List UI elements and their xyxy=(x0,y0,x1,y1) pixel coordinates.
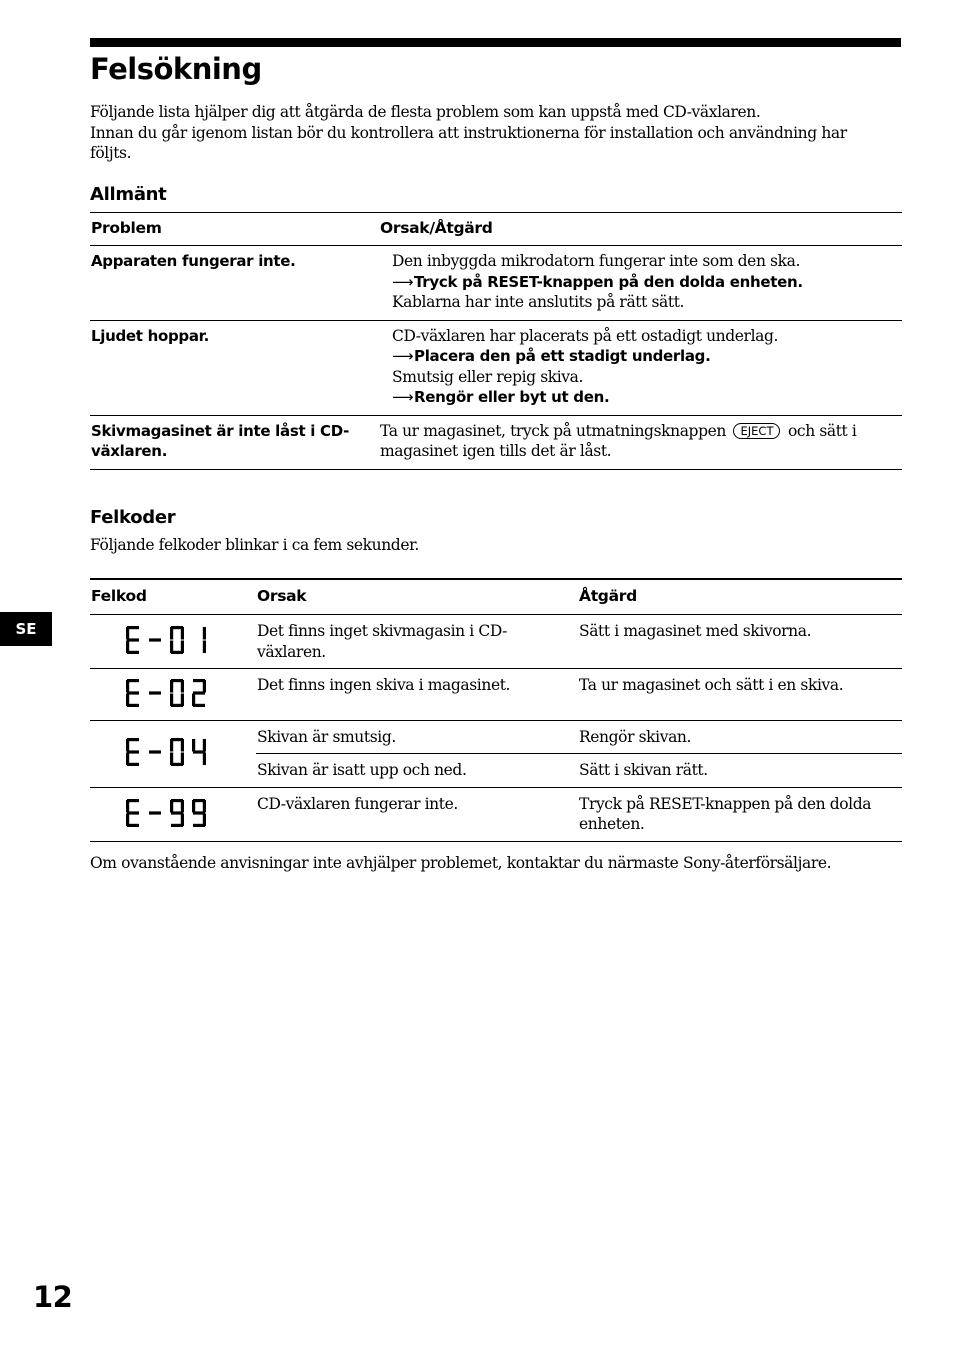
lcd-digit xyxy=(170,679,184,707)
lcd-segment xyxy=(127,751,139,754)
lcd-segment xyxy=(126,641,129,654)
page-title: Felsökning xyxy=(90,52,262,86)
cause-line: Kablarna har inte anslutits på rätt sätt. xyxy=(392,293,685,311)
right-arrow-icon: ⟶ xyxy=(392,388,414,406)
lcd-segment xyxy=(181,800,184,813)
remedy-text: Rengör eller byt ut den. xyxy=(414,388,610,406)
cause-cell: Det finns ingen skiva i magasinet. xyxy=(256,669,578,721)
table-row xyxy=(90,669,902,721)
lcd-segment xyxy=(193,751,205,754)
column-header-cause-action: Orsak/Åtgärd xyxy=(379,213,902,246)
remedy-text: Tryck på RESET-knappen på den dolda enheten. xyxy=(414,272,803,291)
lcd-digit xyxy=(203,627,206,653)
lcd-segment xyxy=(170,680,173,693)
action-text: och sätt i magasinet igen tills det är låst. xyxy=(380,421,857,460)
lcd-code-svg xyxy=(126,737,214,767)
cause-line: Smutsig eller repig skiva. xyxy=(392,367,584,386)
lcd-segment xyxy=(126,753,129,766)
table-row xyxy=(90,246,902,321)
action-cell: Tryck på RESET-knappen på den dolda enheten. xyxy=(578,787,902,841)
lcd-segment xyxy=(203,627,206,640)
eject-button-icon: EJECT xyxy=(733,423,780,439)
action-cell: Rengör skivan. xyxy=(578,720,902,754)
problem-cell: Apparaten fungerar inte. xyxy=(90,246,379,321)
remedy-line xyxy=(392,387,902,408)
cause-line: CD-växlaren har placerats på ett ostadigt underlag. xyxy=(392,326,779,345)
lcd-segment xyxy=(203,680,206,693)
table-row xyxy=(90,720,902,754)
lcd-digit xyxy=(192,799,206,827)
lcd-code-svg xyxy=(126,625,214,655)
error-codes-intro: Följande felkoder blinkar i ca fem sekunder. xyxy=(90,536,419,554)
page-number: 12 xyxy=(33,1280,73,1314)
column-header-action: Åtgärd xyxy=(578,579,902,615)
table-row xyxy=(90,787,902,841)
lcd-error-code-display xyxy=(126,624,214,656)
lcd-error-code-display xyxy=(126,736,214,768)
language-tab: SE xyxy=(0,612,52,646)
table-row xyxy=(90,320,902,415)
lcd-segment xyxy=(170,800,173,813)
intro-line-2: Innan du går igenom listan bör du kontrollera att instruktionerna för installation och användning har följts. xyxy=(90,123,847,162)
cause-cell: Skivan är smutsig. xyxy=(256,720,578,754)
footer-note: Om ovanstående anvisningar inte avhjälper problemet, kontaktar du närmaste Sony-återförsäljare. xyxy=(90,854,832,872)
intro-text xyxy=(90,102,890,164)
right-arrow-icon: ⟶ xyxy=(392,347,414,365)
lcd-segment xyxy=(192,739,195,752)
lcd-digit xyxy=(192,679,206,707)
lcd-digit xyxy=(126,626,139,654)
lcd-segment xyxy=(127,811,139,814)
lcd-segment xyxy=(170,627,173,640)
column-header-problem: Problem xyxy=(90,213,379,246)
lcd-segment xyxy=(181,680,184,693)
table-header-row xyxy=(90,213,902,246)
lcd-digit xyxy=(126,799,139,827)
lcd-segment xyxy=(181,739,184,752)
lcd-segment xyxy=(126,680,129,693)
title-rule xyxy=(90,38,901,47)
lcd-segment xyxy=(149,639,161,642)
lcd-segment xyxy=(126,627,129,640)
error-code-cell xyxy=(90,615,256,669)
cause-action-cell xyxy=(379,320,902,415)
general-table xyxy=(90,212,902,470)
error-code-table xyxy=(90,578,902,842)
lcd-error-code-display xyxy=(126,797,214,829)
lcd-digit xyxy=(149,639,161,642)
lcd-segment xyxy=(193,824,205,827)
cause-cell: Skivan är isatt upp och ned. xyxy=(256,754,578,788)
lcd-digit xyxy=(149,691,161,694)
lcd-segment xyxy=(149,691,161,694)
lcd-segment xyxy=(171,811,183,814)
column-header-cause: Orsak xyxy=(256,579,578,615)
lcd-segment xyxy=(192,694,195,707)
lcd-digit xyxy=(170,626,184,654)
error-code-cell xyxy=(90,787,256,841)
lcd-segment xyxy=(126,739,129,752)
action-cell: Sätt i magasinet med skivorna. xyxy=(578,615,902,669)
cause-action-cell xyxy=(379,415,902,469)
action-cell: Sätt i skivan rätt. xyxy=(578,754,902,788)
lcd-segment xyxy=(126,813,129,826)
cause-line: Den inbyggda mikrodatorn fungerar inte som den ska. xyxy=(392,252,800,270)
lcd-segment xyxy=(203,739,206,752)
cause-action-cell xyxy=(379,246,902,321)
column-header-error-code: Felkod xyxy=(90,579,256,615)
lcd-segment xyxy=(170,641,173,654)
table-header-row xyxy=(90,579,902,615)
lcd-segment xyxy=(127,639,139,642)
lcd-segment xyxy=(170,753,173,766)
lcd-error-code-display xyxy=(126,677,214,709)
section-heading-error-codes: Felkoder xyxy=(90,507,176,528)
lcd-segment xyxy=(181,627,184,640)
error-code-cell xyxy=(90,720,256,787)
lcd-segment xyxy=(171,824,183,827)
lcd-segment xyxy=(149,751,161,754)
cause-cell: CD-växlaren fungerar inte. xyxy=(256,787,578,841)
lcd-digit xyxy=(170,738,184,766)
lcd-segment xyxy=(149,811,161,814)
action-text: Ta ur magasinet, tryck på utmatningsknappen xyxy=(380,421,726,440)
lcd-digit xyxy=(149,751,161,754)
section-heading-general: Allmänt xyxy=(90,184,167,205)
remedy-line xyxy=(392,272,902,293)
lcd-digit xyxy=(126,738,139,766)
lcd-segment xyxy=(126,800,129,813)
remedy-text: Placera den på ett stadigt underlag. xyxy=(414,347,711,365)
lcd-segment xyxy=(126,694,129,707)
lcd-segment xyxy=(203,800,206,813)
lcd-code-svg xyxy=(126,678,214,708)
lcd-segment xyxy=(193,691,205,694)
remedy-line xyxy=(392,346,902,367)
lcd-digit xyxy=(192,739,206,765)
problem-cell: Skivmagasinet är inte låst i CD-växlaren. xyxy=(90,415,379,469)
lcd-segment xyxy=(193,811,205,814)
lcd-segment xyxy=(127,691,139,694)
lcd-segment xyxy=(203,641,206,654)
lcd-digit xyxy=(149,811,161,814)
cause-cell: Det finns inget skivmagasin i CD-växlaren. xyxy=(256,615,578,669)
table-row xyxy=(90,615,902,669)
lcd-segment xyxy=(170,694,173,707)
table-row xyxy=(90,415,902,469)
right-arrow-icon: ⟶ xyxy=(392,272,414,291)
lcd-segment xyxy=(203,753,206,766)
lcd-code-svg xyxy=(126,798,214,828)
intro-line-1: Följande lista hjälper dig att åtgärda de flesta problem som kan uppstå med CD-växlaren. xyxy=(90,103,761,121)
lcd-digit xyxy=(126,679,139,707)
lcd-digit xyxy=(170,799,184,827)
problem-cell: Ljudet hoppar. xyxy=(90,320,379,415)
action-cell: Ta ur magasinet och sätt i en skiva. xyxy=(578,669,902,721)
error-code-cell xyxy=(90,669,256,721)
lcd-segment xyxy=(170,739,173,752)
lcd-segment xyxy=(192,800,195,813)
